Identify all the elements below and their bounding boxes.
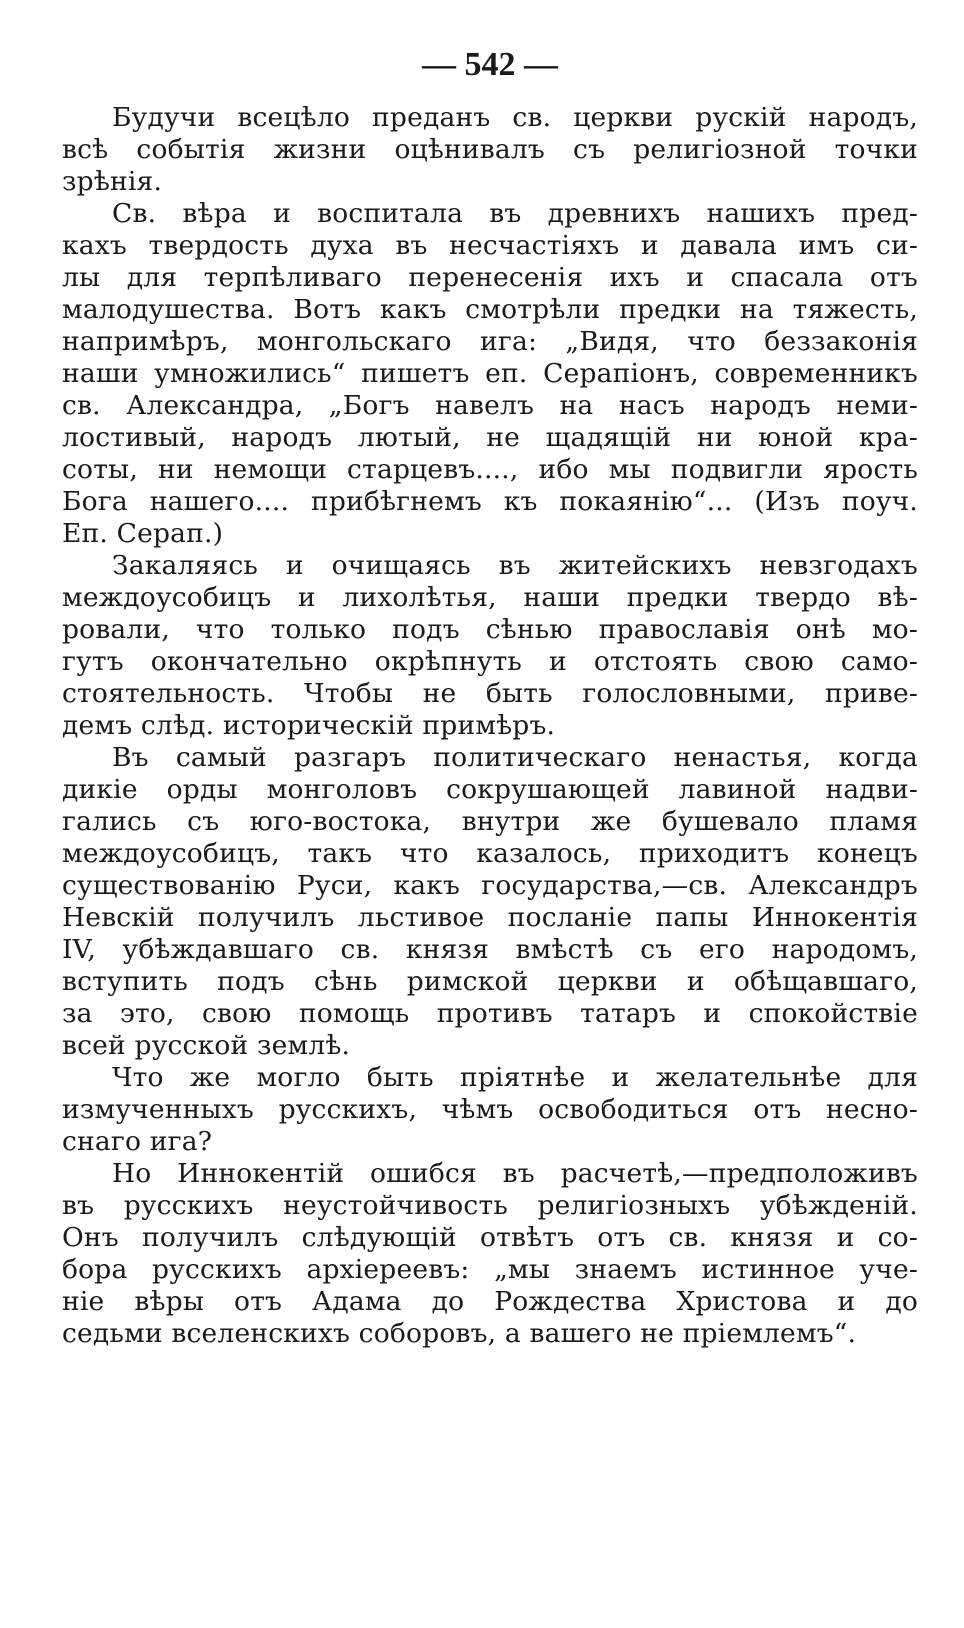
- text-line: снаго ига?: [62, 1126, 213, 1157]
- body-text: [62, 102, 918, 1350]
- text-line: наши умножились“ пишетъ еп. Серапіонъ, современникъ: [62, 358, 918, 389]
- page-number: — 542 —: [422, 46, 558, 83]
- text-line: Невскій получилъ льстивое посланіе папы Иннокентія: [62, 902, 918, 933]
- text-line: Еп. Серап.): [62, 518, 224, 549]
- paragraph: [62, 550, 918, 742]
- text-line: IV, убѣждавшаго св. князя вмѣстѣ съ его народомъ,: [62, 934, 918, 965]
- text-line: ніе вѣры отъ Адама до Рождества Христова и до: [62, 1286, 918, 1317]
- paragraph: [62, 1158, 918, 1350]
- text-line: соты, ни немощи старцевъ...., ибо мы подвигли ярость: [62, 454, 918, 485]
- text-line: существованію Руси, какъ государства,—св. Александръ: [62, 870, 918, 901]
- paragraph: [62, 198, 918, 550]
- text-line: вступить подъ сѣнь римской церкви и обѣщавшаго,: [62, 966, 918, 997]
- text-line: всѣ событія жизни оцѣнивалъ съ религіозной точки: [62, 134, 918, 165]
- text-line: въ русскихъ неустойчивость религіозныхъ убѣжденій.: [62, 1190, 918, 1221]
- text-line: Св. вѣра и воспитала въ древнихъ нашихъ пред-: [112, 198, 918, 229]
- text-line: Будучи всецѣло преданъ св. церкви рускій народъ,: [112, 102, 918, 133]
- text-line: св. Александра, „Богъ навелъ на насъ народъ неми-: [62, 390, 918, 421]
- text-line: кахъ твердость духа въ несчастіяхъ и давала имъ си-: [62, 230, 918, 261]
- text-line: Онъ получилъ слѣдующій отвѣтъ отъ св. князя и со-: [62, 1222, 918, 1253]
- text-line: междоусобицъ, такъ что казалось, приходитъ конецъ: [62, 838, 918, 869]
- paragraph: [62, 742, 918, 1062]
- text-line: ровали, что только подъ сѣнью православія онѣ мо-: [62, 614, 918, 645]
- text-line: Что же могло быть пріятнѣе и желательнѣе для: [112, 1062, 918, 1093]
- text-line: напримѣръ, монгольскаго ига: „Видя, что беззаконія: [62, 326, 918, 357]
- text-line: Но Иннокентій ошибся въ расчетѣ,—предположивъ: [112, 1158, 918, 1189]
- text-line: гутъ окончательно окрѣпнуть и отстоять свою само-: [62, 646, 918, 677]
- text-line: всей русской землѣ.: [62, 1030, 351, 1061]
- text-line: малодушества. Вотъ какъ смотрѣли предки на тяжесть,: [62, 294, 918, 325]
- text-line: дикіе орды монголовъ сокрушающей лавиной надви-: [62, 774, 918, 805]
- text-line: зрѣнія.: [62, 166, 163, 197]
- text-line: лостивый, народъ лютый, не щадящій ни юной кра-: [62, 422, 918, 453]
- text-line: Закаляясь и очищаясь въ житейскихъ невзгодахъ: [112, 550, 918, 581]
- text-line: седьми вселенскихъ соборовъ, а вашего не пріемлемъ“.: [62, 1318, 857, 1349]
- text-line: лы для терпѣливаго перенесенія ихъ и спасала отъ: [62, 262, 918, 293]
- text-line: бора русскихъ архіереевъ: „мы знаемъ истинное уче-: [62, 1254, 918, 1285]
- text-line: междоусобицъ и лихолѣтья, наши предки твердо вѣ-: [62, 582, 918, 613]
- book-page: [62, 36, 918, 1596]
- text-line: Въ самый разгаръ политическаго ненастья, когда: [112, 742, 918, 773]
- paragraph: [62, 1062, 918, 1158]
- text-line: Бога нашего.... прибѣгнемъ къ покаянію“... (Изъ поуч.: [62, 486, 918, 517]
- text-line: стоятельность. Чтобы не быть голословными, приве-: [62, 678, 918, 709]
- paragraph: [62, 102, 918, 198]
- text-line: гались съ юго-востока, внутри же бушевало пламя: [62, 806, 918, 837]
- text-line: демъ слѣд. историческій примѣръ.: [62, 710, 556, 741]
- text-line: за это, свою помощь противъ татаръ и спокойствіе: [62, 998, 918, 1029]
- text-line: измученныхъ русскихъ, чѣмъ освободиться отъ несно-: [62, 1094, 918, 1125]
